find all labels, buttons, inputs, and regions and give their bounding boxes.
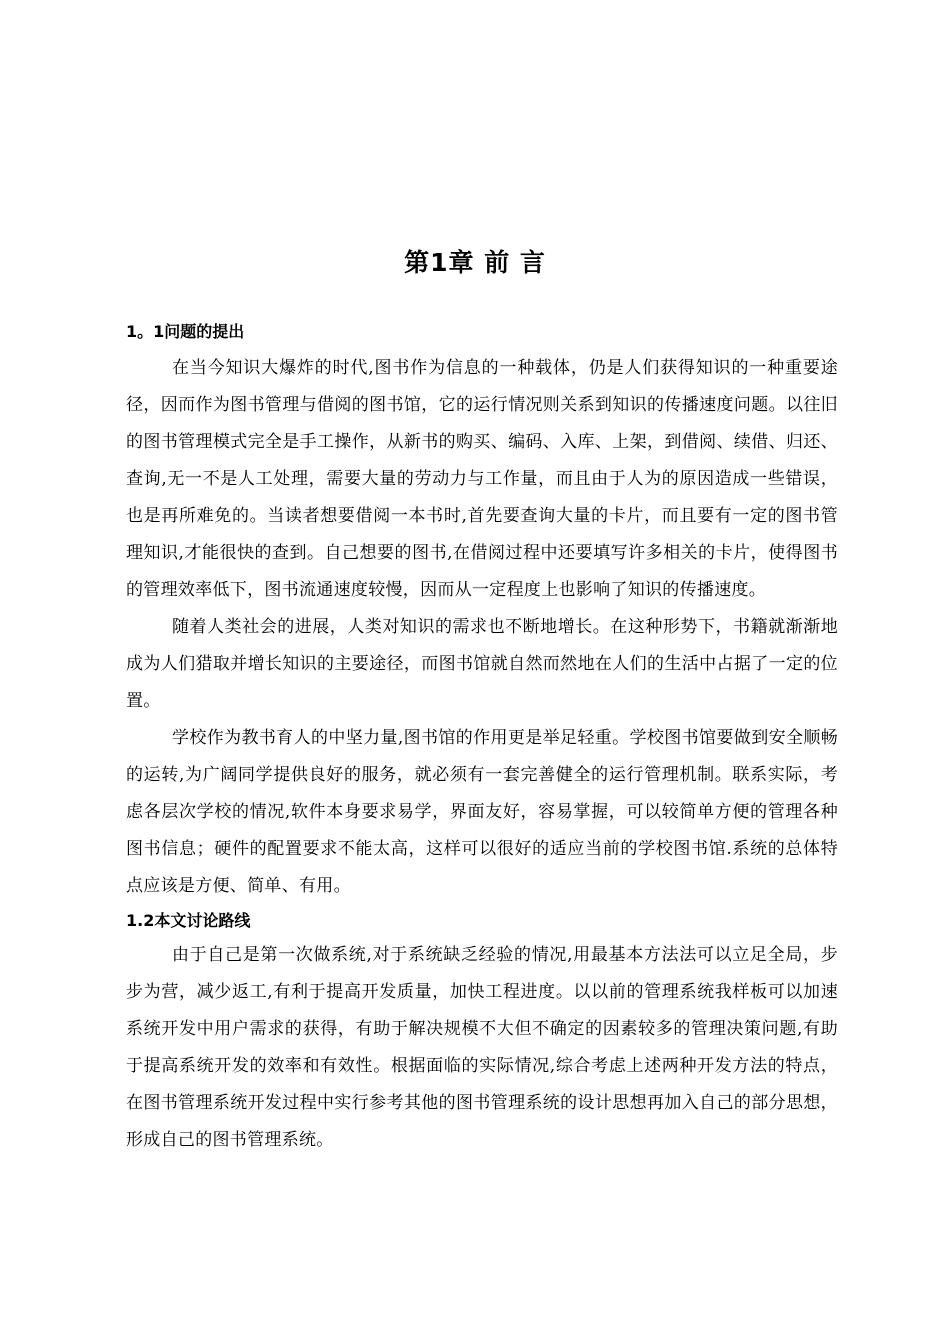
section-heading-1-2: 1.2本文讨论路线	[126, 911, 251, 930]
paragraph: 在当今知识大爆炸的时代,图书作为信息的一种载体，仍是人们获得知识的一种重要途径，因而作为图书管理与借阅的图书馆，它的运行情况则关系到知识的传播速度问题。以往旧的图书管理模式完全是手工操作，从新书的购买、编码、入库、上架，到借阅、续借、归还、查询,无一不是人工处理，需要大量的劳动力与工作量，而且由于人为的原因造成一些错误，也是再所难免的。当读者想要借阅一本书时,首先要查询大量的卡片，而且要有一定的图书管理知识,才能很快的查到。自己想要的图书,在借阅过程中还要填写许多相关的卡片，使得图书的管理效率低下，图书流通速度较慢，因而从一定程度上也影响了知识的传播速度。	[126, 358, 838, 600]
section-heading-1-1: 1。1问题的提出	[126, 322, 245, 341]
section-1-1	[126, 320, 838, 905]
document-body	[126, 320, 838, 1159]
paragraph: 随着人类社会的进展，人类对知识的需求也不断地增长。在这种形势下，书籍就渐渐地成为人们猎取并增长知识的主要途径，而图书馆就自然而然地在人们的生活中占据了一定的位置。	[126, 617, 838, 711]
paragraph: 由于自己是第一次做系统,对于系统缺乏经验的情况,用最基本方法法可以立足全局，步步为营，减少返工,有利于提高开发质量，加快工程进度。以以前的管理系统我样板可以加速系统开发中用户需求的获得，有助于解决规模不大但不确定的因素较多的管理决策问题,有助于提高系统开发的效率和有效性。根据面临的实际情况,综合考虑上述两种开发方法的特点，在图书管理系统开发过程中实行参考其他的图书管理系统的设计思想再加入自己的部分思想，形成自己的图书管理系统。	[126, 945, 838, 1150]
section-1-2	[126, 909, 838, 1159]
paragraph: 学校作为教书育人的中坚力量,图书馆的作用更是举足轻重。学校图书馆要做到安全顺畅的运转,为广阔同学提供良好的服务，就必须有一套完善健全的运行管理机制。联系实际，考虑各层次学校的情况,软件本身要求易学，界面友好，容易掌握，可以较简单方便的管理各种图书信息；硬件的配置要求不能太高，这样可以很好的适应当前的学校图书馆.系统的总体特点应该是方便、简单、有用。	[126, 728, 838, 896]
chapter-title: 第1章 前 言	[404, 247, 546, 277]
